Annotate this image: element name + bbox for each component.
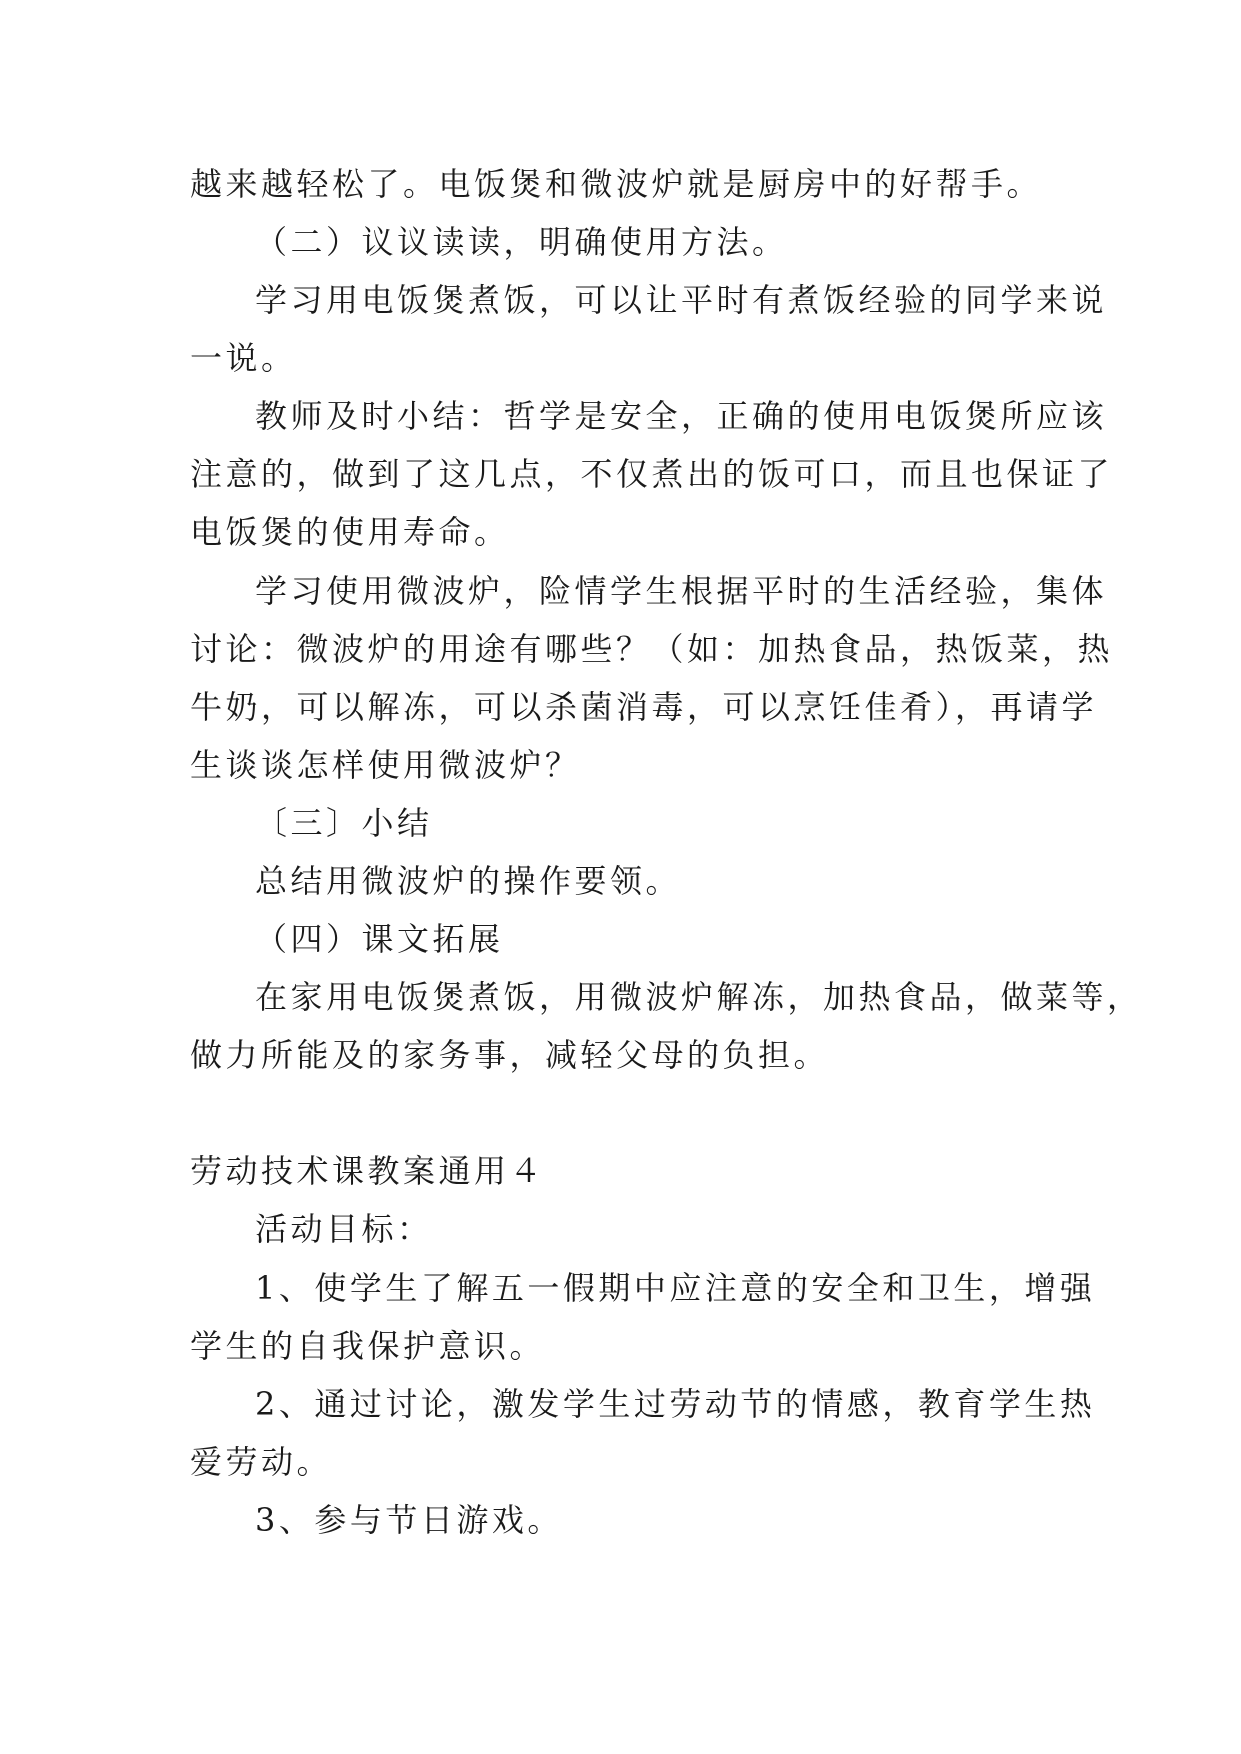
list-item: 3、参与节日游戏。 bbox=[255, 1501, 563, 1539]
text-line: 电饭煲的使用寿命。 bbox=[190, 513, 510, 551]
text-line: 一说。 bbox=[190, 339, 297, 377]
text-line: 越来越轻松了。电饭煲和微波炉就是厨房中的好帮手。 bbox=[190, 165, 1043, 203]
text-line: 做力所能及的家务事，减轻父母的负担。 bbox=[190, 1036, 830, 1074]
text-line: 注意的，做到了这几点，不仅煮出的饭可口，而且也保证了 bbox=[190, 455, 1114, 493]
document-title: 劳动技术课教案通用４ bbox=[190, 1152, 546, 1190]
list-item: 2、通过讨论，激发学生过劳动节的情感，教育学生热 bbox=[255, 1385, 1096, 1423]
text-line: 爱劳动。 bbox=[190, 1443, 333, 1481]
section-heading: 〔三〕小结 bbox=[255, 804, 433, 842]
text-line: 讨论：微波炉的用途有哪些？（如：加热食品，热饭菜，热 bbox=[190, 630, 1114, 668]
section-heading: （四）课文拓展 bbox=[255, 920, 504, 958]
text-line: 牛奶，可以解冻，可以杀菌消毒，可以烹饪佳肴），再请学 bbox=[190, 688, 1098, 726]
text-line: 总结用微波炉的操作要领。 bbox=[255, 862, 682, 900]
text-line: 教师及时小结：哲学是安全，正确的使用电饭煲所应该 bbox=[255, 397, 1108, 435]
text-line: 生谈谈怎样使用微波炉？ bbox=[190, 746, 581, 784]
list-item: 1、使学生了解五一假期中应注意的安全和卫生，增强 bbox=[255, 1269, 1096, 1307]
text-line: 学习用电饭煲煮饭，可以让平时有煮饭经验的同学来说 bbox=[255, 281, 1108, 319]
text-line: 活动目标： bbox=[255, 1210, 433, 1248]
section-heading: （二）议议读读，明确使用方法。 bbox=[255, 223, 788, 261]
text-line: 学生的自我保护意识。 bbox=[190, 1327, 546, 1365]
text-line: 学习使用微波炉，险情学生根据平时的生活经验，集体 bbox=[255, 572, 1108, 610]
text-line: 在家用电饭煲煮饭，用微波炉解冻，加热食品，做菜等， bbox=[255, 978, 1143, 1016]
